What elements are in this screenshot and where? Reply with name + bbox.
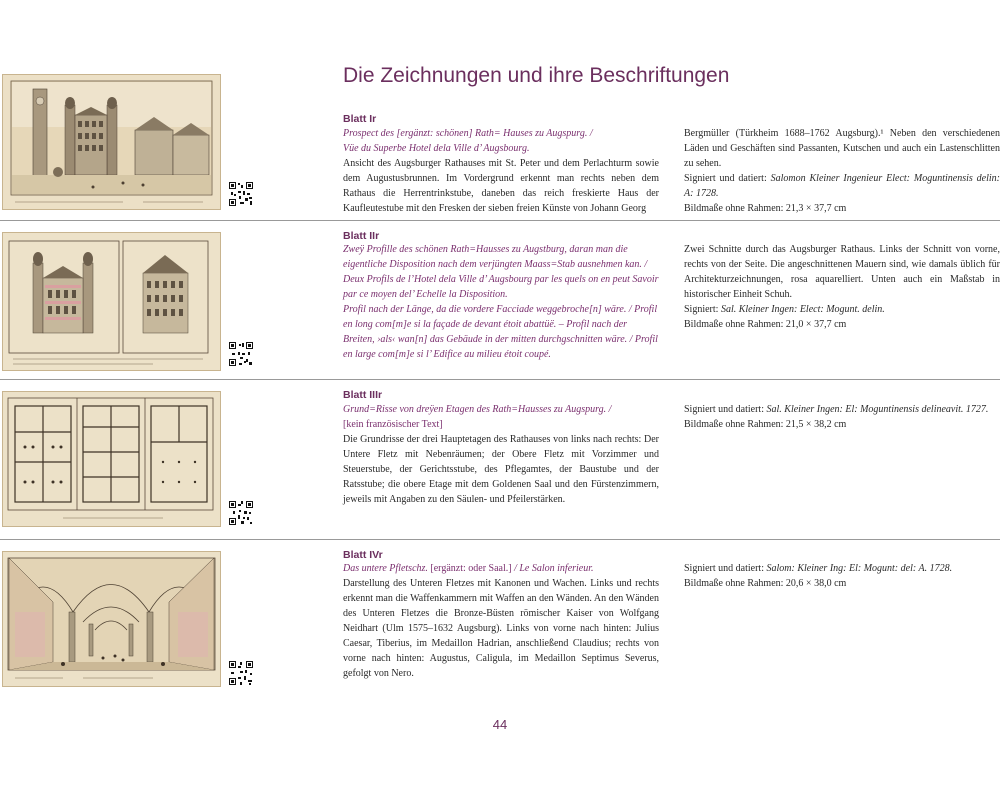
entry-right-text	[684, 242, 1000, 332]
qr-code	[228, 341, 254, 367]
signature-line: Signiert und datiert: Salom: Kleiner Ing: El: Mogunt: del: A. 1728.	[684, 563, 953, 574]
page-title: Die Zeichnungen und ihre Beschriftungen	[343, 64, 730, 87]
description: Die Grundrisse der drei Hauptetagen des Rathauses von links nach rechts: Der Untere Fletz mit Nebenräumen; der Obere Fletz mit Vorzimmer und Steuerstube, der Gerichtsstube, des Pflegamtes, der Baustube und der Ratsstube; die obere Etage mit dem Goldenen Saal und den Fürstenzimmern, jeweils mit Angaben zu den Säulen- und Pfeilerstärken.	[343, 434, 659, 505]
entry-heading: Blatt IIIr	[343, 389, 383, 401]
entry-right-text	[684, 561, 1000, 591]
title-german: Grund=Risse von dreÿen Etagen des Rath=Hausses zu Augspurg. /	[343, 404, 612, 415]
separator-rule	[0, 379, 1000, 380]
dimensions: Bildmaße ohne Rahmen: 21,5 × 38,2 cm	[684, 419, 847, 430]
dimensions: Bildmaße ohne Rahmen: 21,3 × 37,7 cm	[684, 203, 847, 214]
entry-right-text	[684, 402, 1000, 432]
entry-heading: Blatt IVr	[343, 549, 383, 561]
title-french: Vüe du Superbe Hotel dela Ville d’ Augsbourg.	[343, 143, 530, 154]
dimensions: Bildmaße ohne Rahmen: 20,6 × 38,0 cm	[684, 578, 847, 589]
entry-left-text	[343, 402, 659, 507]
entry-left-text	[343, 242, 659, 362]
engraving-thumbnail-blatt-4	[2, 551, 221, 687]
entry-left-text	[343, 561, 659, 681]
entry-right-text	[684, 126, 1000, 216]
description: Ansicht des Augsburger Rathauses mit St. Peter und dem Perlachturm sowie dem Augustusbrunnen. Im Vordergrund erkennt man rechts neben dem Rathaus die Herrentrinkstube, daneben das reich freskierte Haus der Kaufleutestube mit den Fresken der sieben freien Künste von Johann Georg	[343, 158, 659, 214]
separator-rule	[0, 220, 1000, 221]
description: Zwei Schnitte durch das Augsburger Rathaus. Links der Schnitt von vorne, rechts von der Seite. Die angeschnittenen Mauern sind, wie damals üblich für Architekturzeichnungen, rosa aquarelliert. Unten auch ein Maßstab in historischer Einheit Schuh.	[684, 244, 1000, 300]
separator-rule	[0, 539, 1000, 540]
qr-code	[228, 660, 254, 686]
engraving-thumbnail-blatt-1	[2, 74, 221, 210]
signature-line: Signiert: Sal. Kleiner Ingen: Elect: Mogunt. delin.	[684, 304, 885, 315]
engraving-thumbnail-blatt-2	[2, 232, 221, 371]
qr-code	[228, 500, 254, 526]
entry-left-text	[343, 126, 659, 216]
page-number: 44	[492, 717, 508, 732]
description-continued: Bergmüller (Türkheim 1688–1762 Augsburg).¹ Neben den verschiedenen Läden und Geschäften sind Passanten, Kutschen und auch ein Lastenschlitten zu sehen.	[684, 128, 1000, 169]
title-french-note: [kein französischer Text]	[343, 419, 443, 430]
entry-heading: Blatt Ir	[343, 113, 377, 125]
engraving-thumbnail-blatt-3	[2, 391, 221, 527]
dimensions: Bildmaße ohne Rahmen: 21,0 × 37,7 cm	[684, 319, 847, 330]
signature-line: Signiert und datiert: Sal. Kleiner Ingen: El: Moguntinensis delineavit. 1727.	[684, 404, 989, 415]
title-text: Zweÿ Profille des schönen Rath=Hausses zu Augstburg, daran man die eigentliche Disposition nach dem verjüngten Maass=Stab ausnehmen kan. / Deux Profils de l’Hotel dela Ville d’ Augsbourg par les quels on en peut Savoir par ce moyen del’ Echelle la Disposition.	[343, 244, 659, 300]
description: Darstellung des Unteren Fletzes mit Kanonen und Wachen. Links und rechts erkennt man die Waffenkammern mit Waffen an den Wänden. An den Wänden des Unteren Fletzes die Bronze-Büsten römischer Kaiser von Wolfgang Neidhart (Ulm 1575–1632 Augsburg). Links von vorne nach hinten: Julius Caesar, Tiberius, im Medaillon Hadrian, anschließend Claudius; rechts von vorne nach hinten: Augustus, Caligula, im Medaillon Septimus Severus, gefolgt von Nero.	[343, 578, 659, 679]
qr-code	[228, 181, 254, 207]
profile-text: Profil nach der Länge, da die vordere Facciade weggebroche[n] wäre. / Profil en long com[m]e si la façade de devant étoit abattüë. – Profil nach der Breiten, ›als‹ wan[n] das Gebäude in der mitten durchgschnitten wäre. / Profil en large com[m]e si l’ Edifice au milieu étoit coupé.	[343, 304, 658, 360]
signature-line: Signiert und datiert: Salomon Kleiner Ingenieur Elect: Moguntinensis delin: A: 1728.	[684, 173, 1000, 199]
title-line: Das untere Pfletschz. [ergänzt: oder Saal.] / Le Salon inferieur.	[343, 563, 594, 574]
entry-heading: Blatt IIr	[343, 230, 380, 242]
title-german: Prospect des [ergänzt: schönen] Rath= Hauses zu Augspurg. /	[343, 128, 593, 139]
